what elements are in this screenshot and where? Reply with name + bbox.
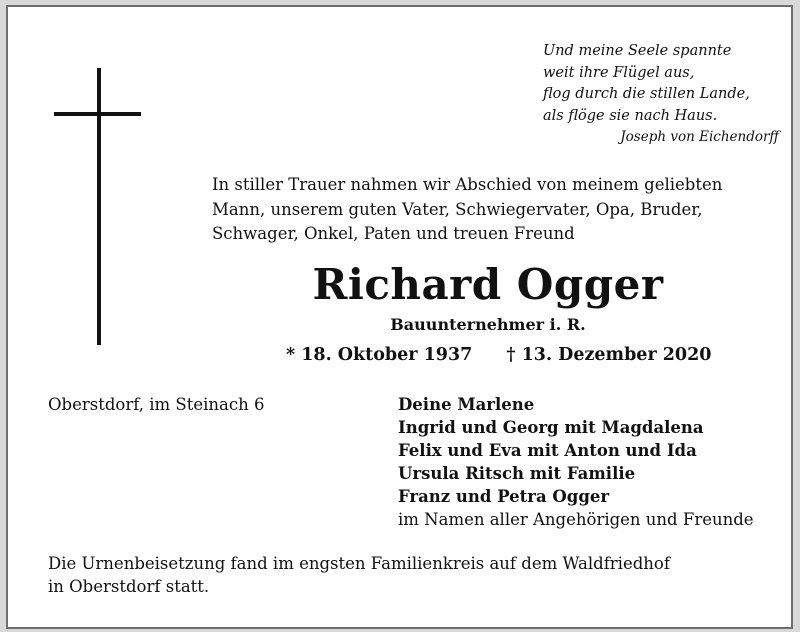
poem-author: Joseph von Eichendorff [620, 129, 779, 145]
life-dates [286, 341, 712, 369]
notice-line: Die Urnenbeisetzung fand im engsten Familienkreis auf dem Waldfriedhof [48, 554, 670, 573]
mourner: Felix und Eva mit Anton und Ida [398, 441, 697, 460]
mourners-closing: im Namen aller Angehörigen und Freunde [398, 510, 754, 529]
death-date: † 13. Dezember 2020 [506, 345, 712, 365]
intro-line: In stiller Trauer nahmen wir Abschied von meinem geliebten [212, 175, 723, 194]
obituary-notice [6, 5, 793, 629]
mourner: Ingrid und Georg mit Magdalena [398, 418, 704, 437]
intro-text [212, 173, 772, 247]
poem-line: als flöge sie nach Haus. [543, 107, 718, 124]
birth-date: * 18. Oktober 1937 [286, 345, 473, 365]
burial-notice [48, 552, 748, 598]
deceased-name: Richard Ogger [312, 260, 664, 309]
cross-icon [97, 68, 101, 345]
deceased-profession: Bauunternehmer i. R. [390, 315, 586, 334]
poem-line: weit ihre Flügel aus, [543, 64, 695, 81]
mourners-list [398, 393, 783, 531]
notice-line: in Oberstdorf statt. [48, 577, 210, 596]
poem-quote [543, 41, 783, 149]
family-address: Oberstdorf, im Steinach 6 [48, 395, 265, 414]
intro-line: Schwager, Onkel, Paten und treuen Freund [212, 224, 575, 243]
poem-line: flog durch die stillen Lande, [543, 86, 750, 102]
mourner: Ursula Ritsch mit Familie [398, 464, 636, 483]
intro-line: Mann, unserem guten Vater, Schwiegervater, Opa, Bruder, [212, 199, 703, 219]
mourner: Deine Marlene [398, 395, 535, 414]
cross-icon-bar [54, 112, 141, 116]
mourner: Franz und Petra Ogger [398, 487, 610, 506]
poem-line: Und meine Seele spannte [543, 43, 732, 59]
